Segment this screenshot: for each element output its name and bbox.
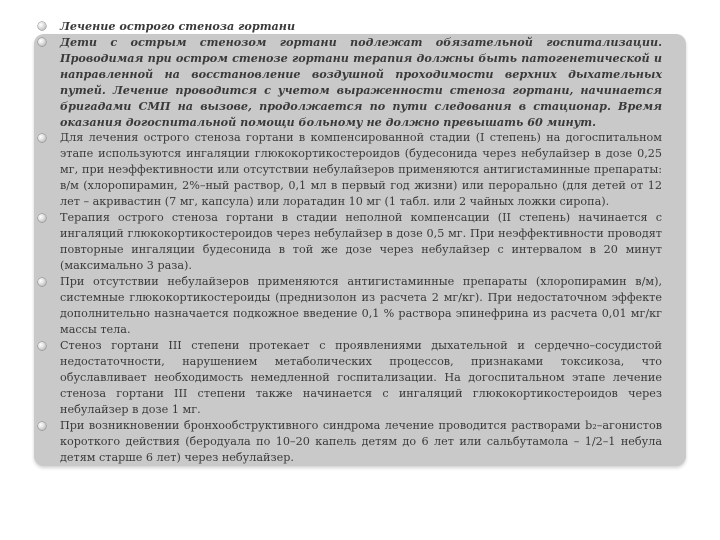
- bullet-icon: [38, 422, 46, 430]
- list-item-hospitalization: [38, 34, 662, 130]
- bullet-icon: [38, 134, 46, 142]
- slide-content: [38, 18, 662, 466]
- list-item-text: При отсутствии небулайзеров применяются антигистаминные препараты (хлоропирамин в/м), системные глюкокортикостероиды (преднизолон из расчета 2 мг/кг). При недостаточном эффекте дополнительно назначается подкожное введение 0,1 % раствора эпинефрина из расчета 0,01 мг/кг массы тела.: [60, 275, 662, 336]
- list-item-title: [38, 18, 662, 34]
- list-item-text: Лечение острого стеноза гортани: [60, 19, 296, 33]
- list-item-stage-3: [38, 338, 662, 418]
- list-item-text: Стеноз гортани III степени протекает с проявлениями дыхательной и сердечно–сосудистой недостаточности, нарушением метаболических процессов, признаками токсикоза, что обуславливает необходимость немедленной госпитализации. На догоспитальном этапе лечение стеноза гортани III степени также начинается с ингаляций глюкокортикостероидов через небулайзер в дозе 1 мг.: [60, 339, 662, 416]
- list-item-stage-2: [38, 210, 662, 274]
- list-item-bronchial: [38, 418, 662, 466]
- list-item-stage-1: [38, 130, 662, 210]
- list-item-text: Дети с острым стенозом гортани подлежат обязательной госпитализации. Проводимая при остром стенозе гортани терапия должны быть патогенетической и направленной на восстановление воздушной проходимости верхних дыхательных путей. Лечение проводится с учетом выраженности стеноза гортани, начинается бригадами СМП на вызове, продолжается по пути следования в стационар. Время оказания догоспитальной помощи больному не должно превышать 60 минут.: [60, 35, 662, 129]
- list-item-text: Терапия острого стеноза гортани в стадии неполной компенсации (II степень) начинается с ингаляций глюкокортикостероидов через небулайзер в дозе 0,5 мг. При неэффективности проводят повторные ингаляции будесонида в той же дозе через небулайзер с интервалом в 20 минут (максимально 3 раза).: [60, 211, 662, 272]
- list-item-text: Для лечения острого стеноза гортани в компенсированной стадии (I степень) на догоспитальном этапе используются ингаляции глюкокортикостероидов (будесонида через небулайзер в дозе 0,25 мг, при неэффективности или отсутствии небулайзеров применяются антигистаминные препараты: в/м (хлоропирамин, 2%–ный раствор, 0,1 мл в первый год жизни) или перорально (для детей от 12 лет – акривастин (7 мг, капсула) или лоратадин 10 мг (1 табл. или 2 чайных ложки сиропа).: [60, 131, 662, 208]
- bullet-icon: [38, 278, 46, 286]
- bullet-icon: [38, 22, 46, 30]
- bullet-icon: [38, 38, 46, 46]
- list-item-text: При возникновении бронхообструктивного синдрома лечение проводится растворами b₂–агонистов короткого действия (беродуала по 10–20 капель детям до 6 лет или сальбутамола – 1/2–1 небула детям старше 6 лет) через небулайзер.: [60, 419, 662, 464]
- bullet-icon: [38, 342, 46, 350]
- list-item-no-nebulizer: [38, 274, 662, 338]
- bullet-icon: [38, 214, 46, 222]
